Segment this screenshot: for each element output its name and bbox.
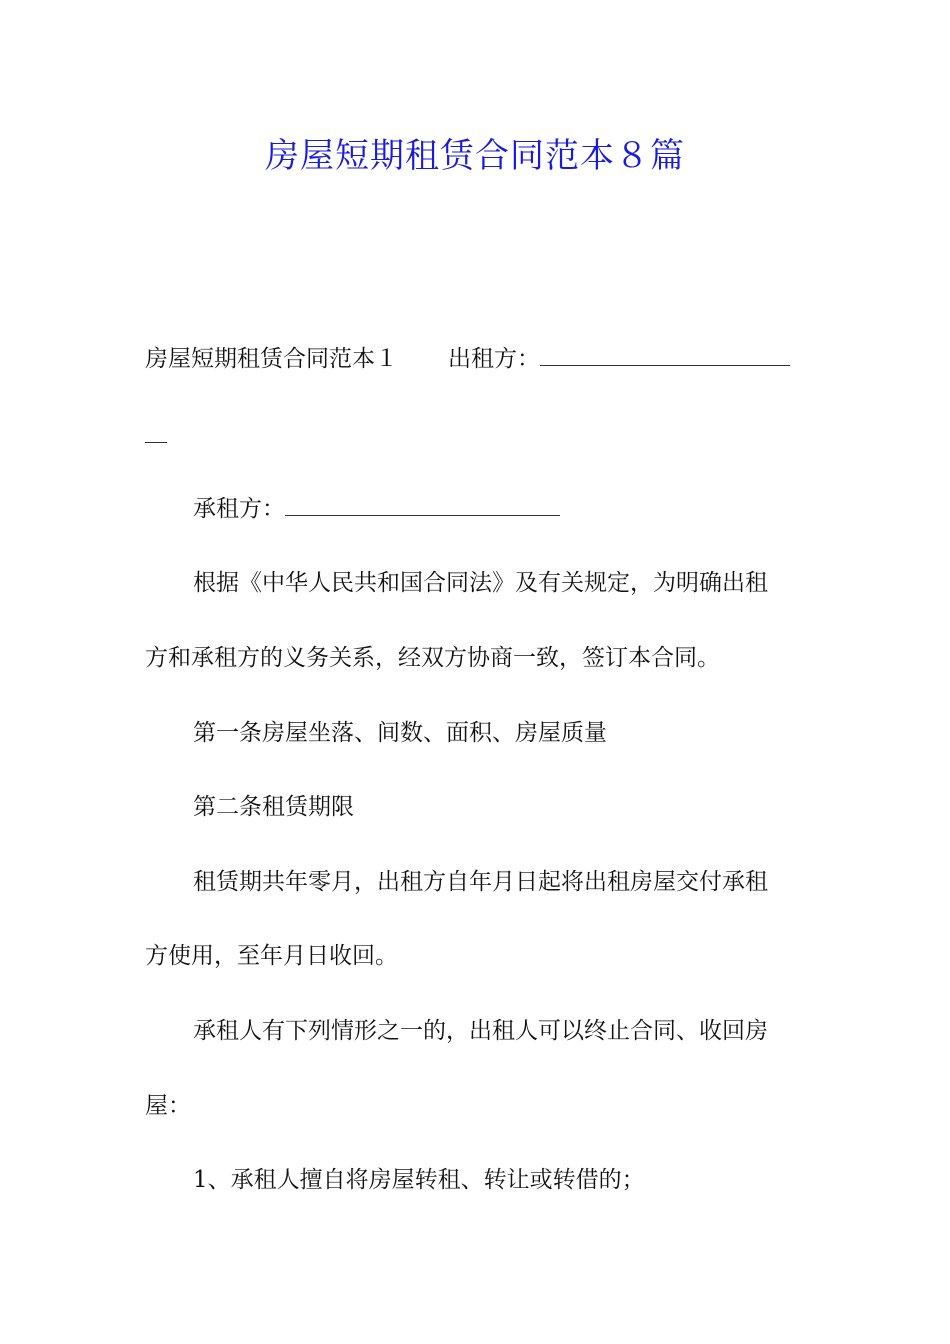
paragraph-6: 屋：	[145, 1093, 191, 1119]
paragraph-5: 承租人有下列情形之一的，出租人可以终止合同、收回房	[193, 1018, 768, 1044]
article-1-heading: 第一条房屋坐落、间数、面积、房屋质量	[193, 720, 607, 746]
lessor-blank	[540, 345, 790, 366]
article-2-heading: 第二条租赁期限	[193, 794, 354, 820]
lessee-blank	[285, 495, 560, 516]
document-title: 房屋短期租赁合同范本８篇	[265, 136, 685, 176]
lessee-line	[193, 494, 560, 524]
paragraph-1: 根据《中华人民共和国合同法》及有关规定，为明确出租	[193, 570, 768, 596]
lessor-label: 出租方：	[448, 346, 540, 372]
lessor-blank-continuation	[145, 442, 167, 443]
paragraph-2: 方和承租方的义务关系，经双方协商一致，签订本合同。	[145, 645, 720, 671]
list-item-1: 1、承租人擅自将房屋转租、转让或转借的；	[193, 1167, 645, 1193]
lessee-label: 承租方：	[193, 496, 285, 522]
section-heading-line	[145, 344, 790, 374]
paragraph-4: 方使用，至年月日收回。	[145, 943, 398, 969]
paragraph-3: 租赁期共年零月，出租方自年月日起将出租房屋交付承租	[193, 869, 768, 895]
section-heading: 房屋短期租赁合同范本１	[145, 346, 398, 372]
